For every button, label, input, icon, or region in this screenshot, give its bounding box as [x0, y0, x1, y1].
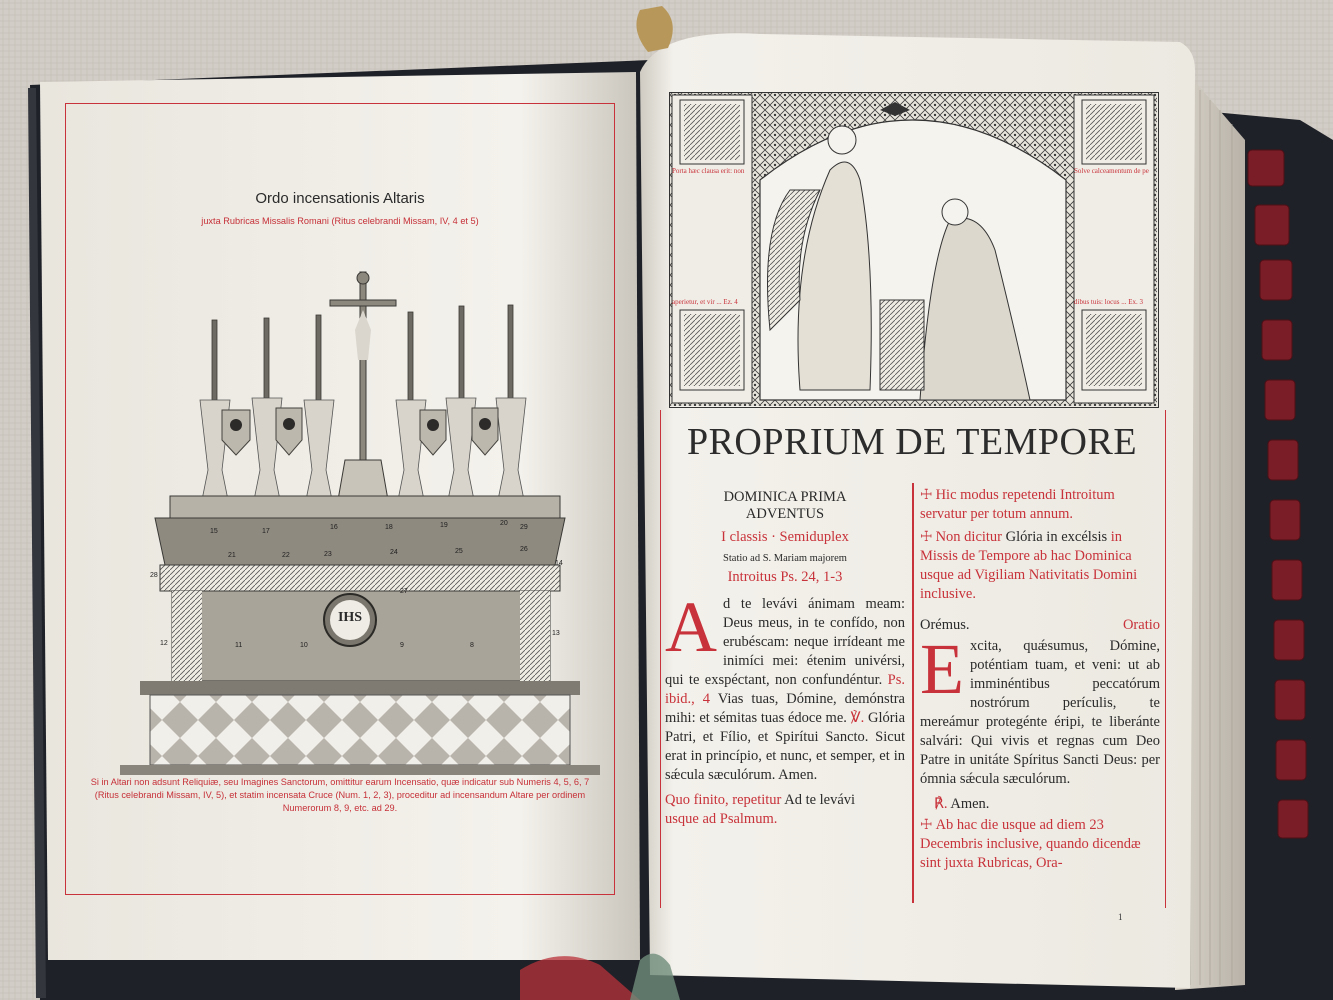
oratio-dropcap: E [920, 629, 964, 709]
right-column [920, 486, 1160, 873]
rubric-2b: in Missis de Tempore ab hac Dominica usque ad Vigiliam Nativitatis Domini inclusive. [920, 529, 1138, 602]
rubric-2a: Non dicitur [935, 529, 1003, 545]
incensation-number: 25 [455, 548, 463, 555]
introit-part-2: Vias tuas, Dómine, demónstra mihi: et sémitas tuas édoce me. [665, 691, 905, 726]
versicle-symbol: ℣. [850, 710, 865, 726]
left-page-title: Ordo incensationis Altaris [255, 190, 425, 207]
left-page-subtitle: juxta Rubricas Missalis Romani (Ritus celebrandi Missam, IV, 4 et 5) [201, 216, 479, 226]
ad-te-levavi: Ad te levávi [784, 792, 856, 808]
response-symbol: ℟. [934, 796, 948, 812]
left-page-caption: Si in Altari non adsunt Reliquiæ, seu Imagines Sanctorum, omittitur earum Incensatio, quæ indicatur sub Numeris 4, 5, 6, 7 (Ritus celebrandi Missam, IV, 5), et statim incensata Cruce (Num. 1, 2, 3), proceditur ad incensandum Altare per ordinem Numerorum 8, 9, etc. ad 29. [90, 777, 590, 813]
incensation-number: 13 [552, 630, 560, 637]
amen-line [920, 795, 1160, 814]
introit-text [665, 587, 906, 785]
statio-line: Statio ad S. Mariam majorem [723, 553, 847, 564]
amen: Amen. [950, 796, 990, 812]
engraving-text-right-bottom: dibus tuis: locus ... Ex. 3 [1074, 298, 1144, 306]
quo-finito: Quo finito, repetitur [665, 792, 782, 808]
ihs-monogram: IHS [337, 610, 363, 625]
introitus-line: Introitus Ps. 24, 1-3 [727, 569, 843, 585]
incensation-number: 17 [262, 528, 270, 535]
quo-finito-rubric [665, 791, 905, 829]
engraving-text-right-top: Solve calceamentum de pe [1074, 167, 1149, 175]
incensation-number: 19 [440, 522, 448, 529]
incensation-number: 24 [390, 549, 398, 556]
engraving-text-left-bottom: aperietur, et vir ... Ez. 4 [672, 298, 738, 306]
rubric-mark-icon: ☩ [920, 488, 933, 503]
incensation-number: 26 [520, 546, 528, 553]
psalm-reference: Ps. ibid., 4 [665, 672, 905, 707]
dominica-title-1: DOMINICA PRIMA [723, 489, 847, 505]
oratio-text [920, 629, 1160, 789]
introit-dropcap: A [665, 587, 717, 667]
usque-ad-psalmum: usque ad Psalmum. [665, 811, 778, 827]
incensation-number: 12 [160, 640, 168, 647]
column-divider [912, 483, 914, 903]
incensation-number: 16 [330, 524, 338, 531]
classis-line: I classis · Semiduplex [721, 529, 849, 545]
incensation-number: 21 [228, 552, 236, 559]
incensation-number: 14 [555, 560, 563, 567]
oratio-body: xcita, quǽsumus, Dómine, poténtiam tuam, et veni: ut ab imminéntibus peccatórum nostrórum perículis, te mereámur protegénte éripi, te liberánte salvári: Qui vivis et regnas cum Deo Patre in unitáte Spíritus Sancti Deus: per ómnia sǽcula sæculórum. [920, 638, 1160, 787]
incensation-number: 28 [150, 572, 158, 579]
rubric-1-text: Hic modus repetendi Introitum servatur per totum annum. [920, 487, 1115, 522]
incensation-number: 29 [520, 524, 528, 531]
engraving-text-left-top: Porta hæc clausa erit: non [672, 167, 745, 175]
incensation-number: 9 [400, 642, 404, 649]
rubric-mark-icon: ☩ [920, 818, 933, 833]
rubric-mark-icon: ☩ [920, 530, 933, 545]
incensation-number: 10 [300, 642, 308, 649]
oratio-label: Oratio [1122, 617, 1160, 633]
incensation-number: 8 [470, 642, 474, 649]
left-page-frame [65, 103, 615, 895]
incensation-number: 11 [235, 642, 243, 649]
rubric-1 [920, 486, 1160, 524]
introit-part-1: d te levávi ánimam meam: Deus meus, in te confído, non erubéscam: neque irrídeant me inimíci mei: étenim univérsi, qui te exspéctant, non confundéntur. [665, 596, 905, 688]
incensation-number: 23 [324, 551, 332, 558]
rubric-3-text: Ab hac die usque ad diem 23 Decembris inclusive, quando dicendæ sint juxta Rubricas, Ora- [920, 817, 1141, 871]
dominica-title-2: ADVENTUS [745, 506, 825, 522]
oremus: Orémus. [920, 617, 970, 633]
incensation-number: 20 [500, 520, 508, 527]
incensation-number: 18 [385, 524, 393, 531]
page-number: 1 [1118, 912, 1123, 922]
incensation-number: 27 [400, 588, 408, 595]
rubric-2 [920, 528, 1160, 604]
engraving-frame [669, 92, 1159, 408]
introit-part-3: Glória Patri, et Fílio, et Spirítui Sancto. Sicut erat in princípio, et nunc, et semper, et in sǽcula sæculórum. Amen. [665, 710, 906, 783]
page-heading: PROPRIUM DE TEMPORE [686, 421, 1138, 463]
rubric-3 [920, 816, 1160, 873]
incensation-number: 15 [210, 528, 218, 535]
incensation-number: 22 [282, 552, 290, 559]
left-column [665, 488, 905, 829]
gloria-text: Glória in excélsis [1005, 529, 1108, 545]
oremus-line [920, 616, 1160, 635]
